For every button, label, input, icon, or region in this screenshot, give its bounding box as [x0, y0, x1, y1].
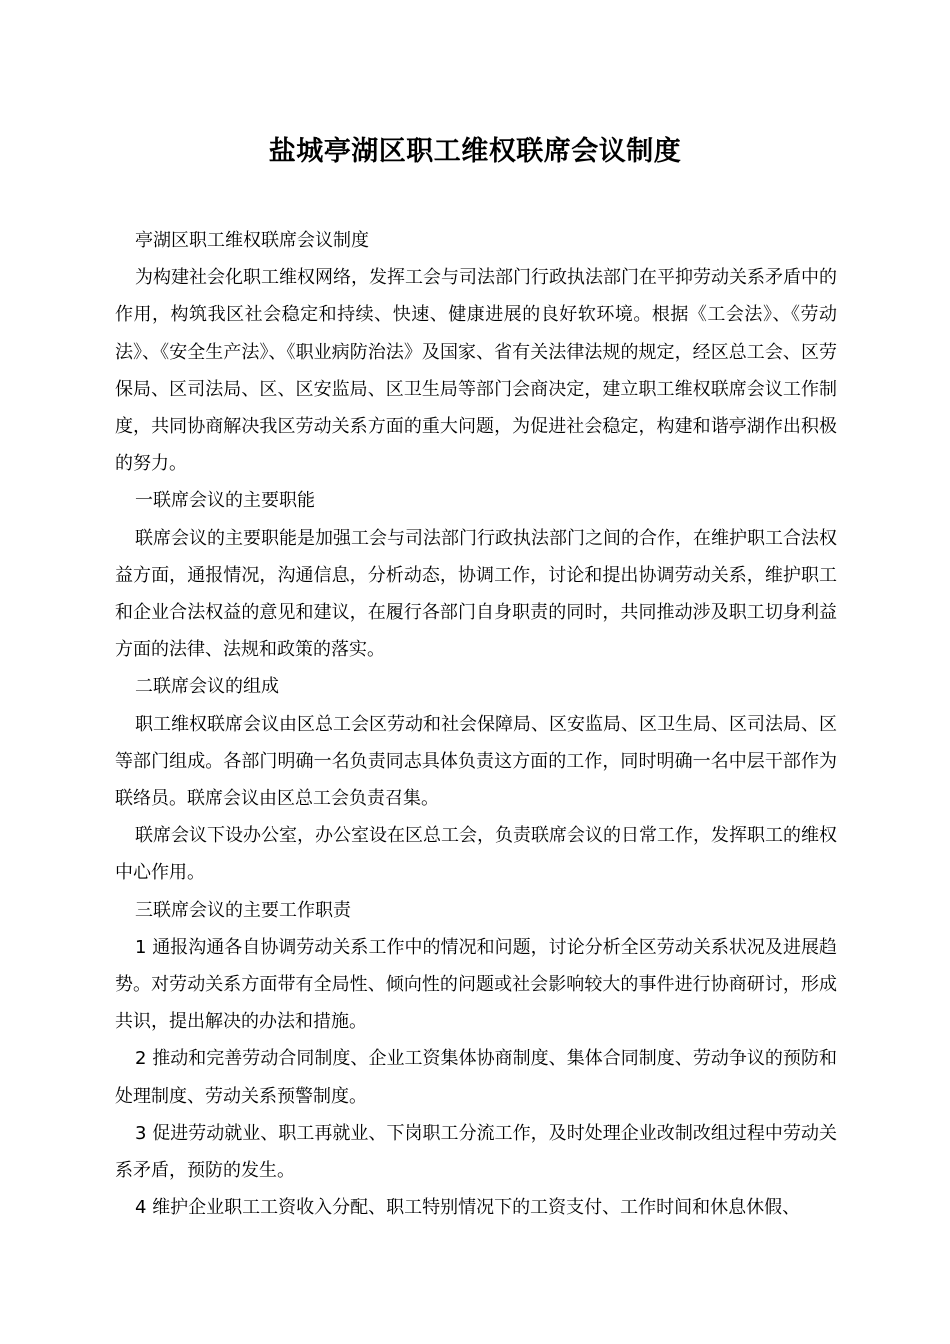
section-heading-2: 二联席会议的组成 [135, 676, 279, 698]
section-2-paragraph-2: 联席会议下设办公室，办公室设在区总工会，负责联席会议的日常工作，发挥职工的维权中心作用。 [115, 825, 837, 884]
duty-item-2: 2 推动和完善劳动合同制度、企业工资集体协商制度、集体合同制度、劳动争议的预防和处理制度、劳动关系预警制度。 [115, 1048, 837, 1107]
section-heading-3: 三联席会议的主要工作职责 [135, 899, 351, 921]
duty-item-3: 3 促进劳动就业、职工再就业、下岗职工分流工作，及时处理企业改制改组过程中劳动关系矛盾，预防的发生。 [115, 1122, 837, 1182]
intro-paragraph: 为构建社会化职工维权网络，发挥工会与司法部门行政执法部门在平抑劳动关系矛盾中的作用，构筑我区社会稳定和持续、快速、健康进展的良好软环境。根据《工会法》、《劳动法》、《安全生产法》、《职业病防治法》及国家、省有关法律法规的规定，经区总工会、区劳保局、区司法局、区、区安监局、区卫生局等部门会商决定，建立职工维权联席会议工作制度，共同协商解决我区劳动关系方面的重大问题，为促进社会稳定，构建和谐亭湖作出积极的努力。 [115, 267, 837, 475]
duty-item-4: 4 维护企业职工工资收入分配、职工特别情况下的工资支付、工作时间和休息休假、 [135, 1197, 801, 1219]
subtitle-paragraph: 亭湖区职工维权联席会议制度 [135, 230, 369, 251]
section-1-paragraph: 联席会议的主要职能是加强工会与司法部门行政执法部门之间的合作，在维护职工合法权益方面，通报情况，沟通信息，分析动态，协调工作，讨论和提出协调劳动关系，维护职工和企业合法权益的意见和建议，在履行各部门自身职责的同时，共同推动涉及职工切身利益方面的法律、法规和政策的落实。 [115, 527, 837, 661]
section-2-paragraph-1: 职工维权联席会议由区总工会区劳动和社会保障局、区安监局、区卫生局、区司法局、区等部门组成。各部门明确一名负责同志具体负责这方面的工作，同时明确一名中层干部作为联络员。联席会议由区总工会负责召集。 [115, 713, 837, 810]
section-heading-1: 一联席会议的主要职能 [135, 490, 315, 512]
duty-item-1: 1 通报沟通各自协调劳动关系工作中的情况和问题，讨论分析全区劳动关系状况及进展趋势。对劳动关系方面带有全局性、倾向性的问题或社会影响较大的事件进行协商研讨，形成共识，提出解决的办法和措施。 [115, 936, 837, 1033]
document-body [115, 222, 837, 1226]
document-title: 盐城亭湖区职工维权联席会议制度 [268, 136, 682, 167]
